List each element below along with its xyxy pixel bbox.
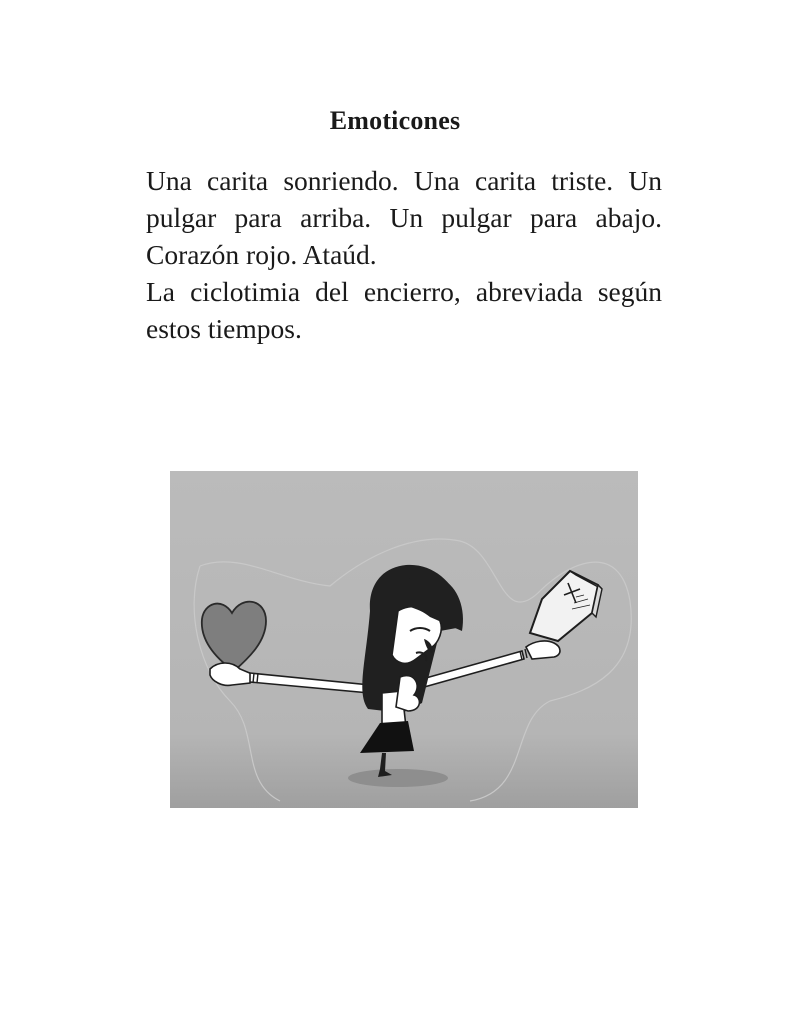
body-text <box>146 162 662 347</box>
illustration-drawing <box>170 471 638 808</box>
paragraph-emoticons: Una carita sonriendo. Una carita triste. Un pulgar para arriba. Un pulgar para abajo. Corazón rojo. Ataúd. <box>146 165 662 270</box>
page-title: Emoticones <box>329 106 461 135</box>
paragraph-cyclothymia: La ciclotimia del encierro, abreviada según estos tiempos. <box>146 276 662 344</box>
illustration <box>170 471 638 808</box>
ground-shadow <box>348 769 448 787</box>
